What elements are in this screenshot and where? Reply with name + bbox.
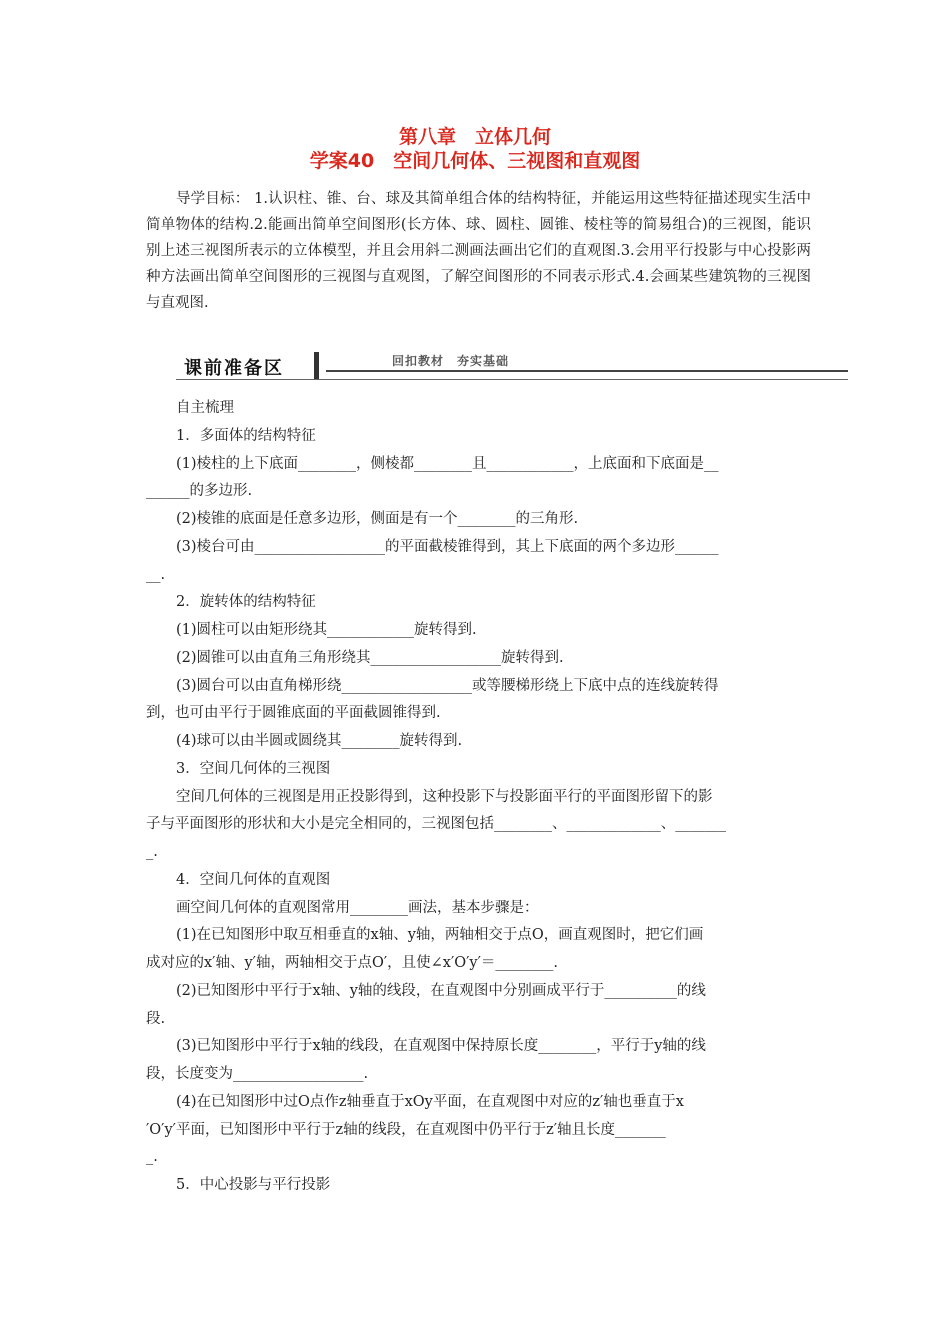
text-line: (2)圆锥可以由直角三角形绕其__________________旋转得到.: [176, 650, 564, 666]
text-line: 到，也可由平行于圆锥底面的平面截圆锥得到.: [146, 705, 441, 721]
section-heading: 4．空间几何体的直观图: [176, 872, 331, 888]
text-line: ______的多边形.: [146, 483, 253, 499]
text-line: (4)在已知图形中过O点作z轴垂直于xOy平面，在直观图中对应的z′轴也垂直于x: [176, 1094, 684, 1110]
text-line: 成对应的x′轴、y′轴，两轴相交于点O′，且使∠x′O′y′＝________.: [146, 955, 559, 971]
banner-rule: [326, 370, 848, 372]
text-line: 空间几何体的三视图是用正投影得到，这种投影下与投影面平行的平面图形留下的影: [176, 789, 713, 805]
text-line: ′O′y′平面，已知图形中平行于z轴的线段，在直观图中仍平行于z′轴且长度_______: [146, 1122, 666, 1138]
text-line: (3)棱台可由__________________的平面截棱锥得到，其上下底面的两个多边形______: [176, 539, 719, 555]
objectives-paragraph: 导学目标： 1.认识柱、锥、台、球及其简单组合体的结构特征，并能运用这些特征描述现实生活中简单物体的结构.2.能画出简单空间图形(长方体、球、圆柱、圆锥、棱柱等的简易组合)的三视图，能识别上述三视图所表示的立体模型，并且会用斜二测画法画出它们的直观图.3.会用平行投影与中心投影两种方法画出简单空间图形的三视图与直观图，了解空间图形的不同表示形式.4.会画某些建筑物的三视图与直观图.: [146, 191, 811, 311]
lesson-title: 学案40 空间几何体、三视图和直观图: [309, 150, 641, 172]
text-line: __.: [146, 567, 166, 583]
chapter-title: 第八章 立体几何: [398, 126, 551, 148]
banner-subtitle: 回扣教材 夯实基础: [392, 354, 510, 368]
banner-title: 课前准备区: [184, 358, 284, 379]
text-line: 段.: [146, 1011, 166, 1027]
banner-divider: [314, 352, 319, 380]
banner-underline: [176, 379, 848, 380]
text-line: (4)球可以由半圆或圆绕其________旋转得到.: [176, 733, 463, 749]
text-line: 段，长度变为__________________.: [146, 1066, 369, 1082]
section-heading: 自主梳理: [176, 400, 234, 416]
section-heading: 1．多面体的结构特征: [176, 428, 316, 444]
text-line: (3)已知图形中平行于x轴的线段，在直观图中保持原长度________，平行于y轴的线: [176, 1038, 706, 1054]
text-line: (2)棱锥的底面是任意多边形，侧面是有一个________的三角形.: [176, 511, 579, 527]
text-line: 子与平面图形的形状和大小是完全相同的，三视图包括________、_____________、_______: [146, 816, 726, 832]
section-heading: 2．旋转体的结构特征: [176, 594, 316, 610]
text-line: 画空间几何体的直观图常用________画法，基本步骤是：: [176, 900, 539, 916]
text-line: (2)已知图形中平行于x轴、y轴的线段，在直观图中分别画成平行于__________的线: [176, 983, 706, 999]
text-line: (3)圆台可以由直角梯形绕__________________或等腰梯形绕上下底中点的连线旋转得: [176, 678, 719, 694]
text-line: _.: [146, 844, 158, 860]
text-line: _.: [146, 1149, 158, 1165]
text-line: (1)棱柱的上下底面________，侧棱都________且____________，上底面和下底面是__: [176, 456, 719, 472]
section-banner: [176, 348, 848, 382]
section-heading: 5．中心投影与平行投影: [176, 1177, 331, 1193]
text-line: (1)在已知图形中取互相垂直的x轴、y轴，两轴相交于点O，画直观图时，把它们画: [176, 927, 704, 943]
text-line: (1)圆柱可以由矩形绕其____________旋转得到.: [176, 622, 477, 638]
section-heading: 3．空间几何体的三视图: [176, 761, 331, 777]
